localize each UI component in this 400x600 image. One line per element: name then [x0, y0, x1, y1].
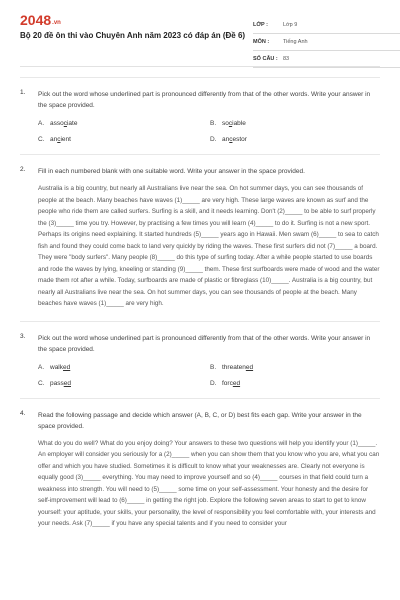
- option-c[interactable]: C. passed: [38, 379, 71, 387]
- header-divider: [20, 66, 380, 67]
- question-number: 4.: [20, 409, 26, 417]
- option-d[interactable]: D. ancestor: [210, 136, 247, 143]
- question-number: 3.: [20, 332, 26, 340]
- question-list: [20, 68, 380, 530]
- question-4: [20, 410, 380, 530]
- meta-row-class: LỚP : Lớp 9: [253, 17, 400, 34]
- option-c[interactable]: C. ancient: [38, 136, 71, 143]
- question-text: Pick out the word whose underlined part is pronounced differently from that of the other words. Write your answer in the space provided.: [38, 334, 371, 353]
- reading-passage: Australia is a big country, but nearly all Australians live near the sea. On hot summer days, you can see thousands of people at the beach. Many beaches have waves (1)_____ are very high. These large waves are known as surf and the people who ride them are called surfers. Surfing is a skill, and it needs learning. Don't (2)_____ to be able to surf properly the (3)_____ time you try. However, by practising a few times you will learn (4)_____ to do it. Surfing is not a new sport. Perhaps its origins need explaining. It started hundreds (5)_____ years ago in Hawaii. Men swam (6)_____ to sea to catch fish and found they could come back to land very quickly by riding the waves. These first surfers did not (7)_____ a board. They were "body surfers". Many people (8)_____ do this type of surfing today. After a while people started to use boards and rode the waves by lying, kneeling or standing (9)_____ them. These first surfboards were made of wood and the water made them rot after a while. Today, surfboards are made of plastic or fibreglass (10)_____. Australia is a big country, but nearly all Australians live near the sea. On hot summer days, you can see thousands of people at the beach. Many beaches have waves (1)_____ are very high.: [38, 185, 380, 307]
- option-b[interactable]: B. sociable: [210, 120, 246, 127]
- answer-options: [38, 120, 380, 143]
- divider: [20, 398, 380, 399]
- option-b[interactable]: B. threatened: [210, 363, 254, 371]
- question-text: Fill in each numbered blank with one suitable word. Write your answer in the space provided.: [38, 168, 305, 175]
- option-a[interactable]: A. walked: [38, 363, 71, 371]
- question-text: Pick out the word whose underlined part is pronounced differently from that of the other words. Write your answer in the space provided.: [38, 91, 371, 109]
- page-header: [20, 12, 380, 62]
- question-number: 2.: [20, 166, 26, 173]
- question-2: [20, 166, 380, 310]
- option-a[interactable]: A. associate: [38, 120, 78, 127]
- question-3: [20, 333, 380, 387]
- question-number: 1.: [20, 89, 26, 96]
- divider: [20, 154, 380, 155]
- divider: [20, 77, 380, 78]
- question-text: Read the following passage and decide which answer (A, B, C, or D) best fits each gap. Write your answer in the space provided.: [38, 411, 362, 430]
- meta-row-question-count: SỐ CÂU : 83: [253, 51, 400, 68]
- question-1: [20, 89, 380, 143]
- answer-options: [38, 364, 380, 387]
- reading-passage: What do you do well? What do you enjoy doing? Your answers to these two questions will help you identify your (1)_____. An employer will consider you seriously for a (2)_____ when you can show them that you know who you are, what you can offer and which you have studied. Sometimes it is difficult to know what your weaknesses are. Clearly not everyone is equally good (3)_____ everything. You may need to improve yourself and so (4)_____ courses in that field could turn a weakness into strength. You will need to (5)_____ some time on your self-assessment. Your honesty and the desire for self-improvement will lead to (6)_____ in getting the right job. Explore the following seven areas to start to get to know yourself: your aptitude, your skills, your personality, the level of responsibility you feel comfortable with, your interests and your needs. Ask (7)_____ if you have any special talents and if you need to consider your: [38, 439, 380, 527]
- divider: [20, 321, 380, 322]
- document-title: Bộ 20 đề ôn thi vào Chuyên Anh năm 2023 có đáp án (Đề 6): [20, 31, 246, 40]
- option-d[interactable]: D. forced: [210, 379, 241, 387]
- meta-row-subject: MÔN : Tiếng Anh: [253, 34, 400, 51]
- site-logo[interactable]: 2048.vn: [20, 12, 61, 28]
- meta-table: [253, 17, 400, 68]
